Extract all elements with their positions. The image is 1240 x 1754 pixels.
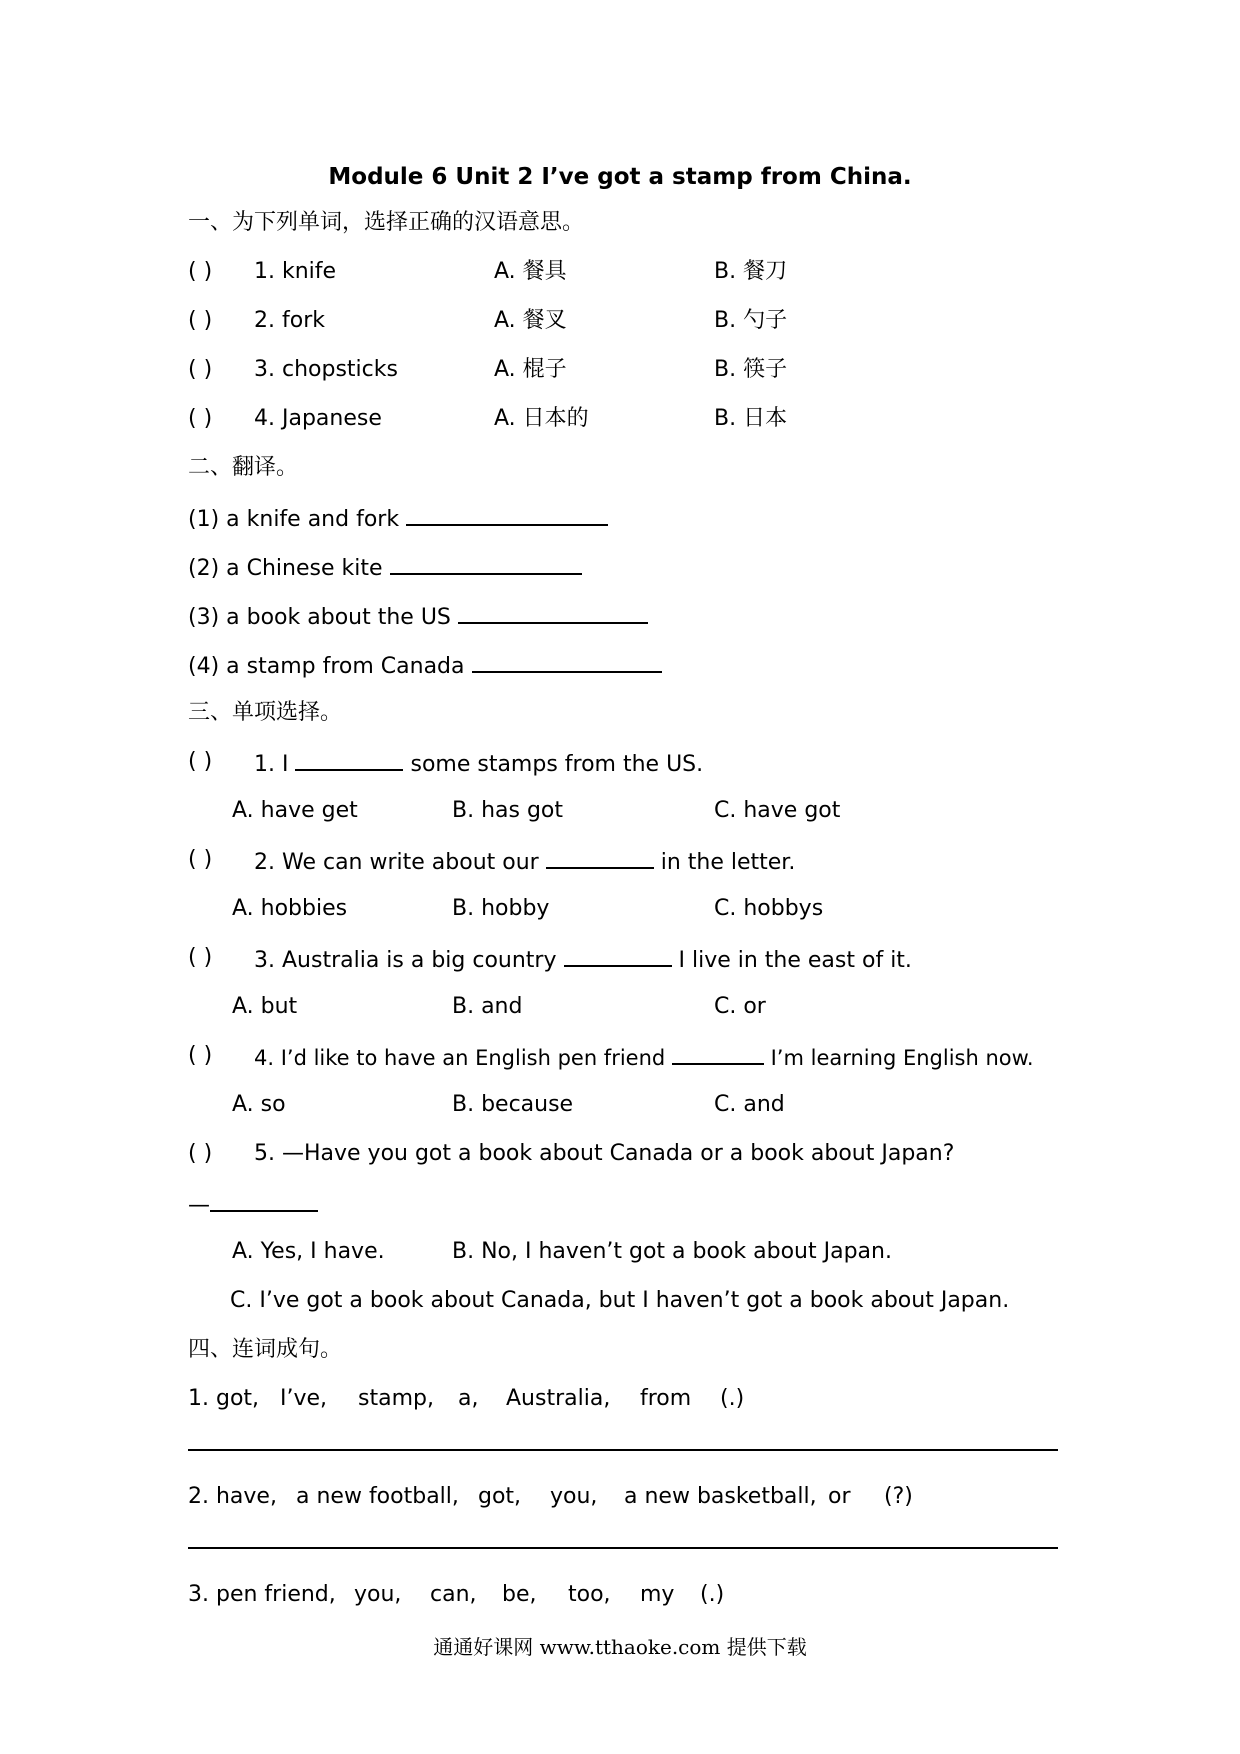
answer-paren[interactable]: ( ) bbox=[188, 406, 213, 431]
option-a: A. hobbies bbox=[232, 896, 348, 921]
word: or bbox=[828, 1484, 851, 1509]
page-footer: 通通好课网 www.tthaoke.com 提供下载 bbox=[433, 1635, 807, 1659]
answer-blank[interactable] bbox=[458, 600, 648, 624]
word: you, bbox=[550, 1484, 598, 1509]
reply-line bbox=[188, 1188, 318, 1221]
answer-blank[interactable] bbox=[546, 845, 654, 869]
answer-line[interactable] bbox=[188, 1547, 1058, 1549]
option-a: A. 餐具 bbox=[494, 259, 567, 284]
question-word: 2. fork bbox=[254, 308, 325, 333]
section-three-heading: 三、单项选择。 bbox=[188, 700, 343, 725]
translation-phrase: (2) a Chinese kite bbox=[188, 556, 383, 581]
choice-question bbox=[254, 943, 912, 976]
word: 2. have, bbox=[188, 1484, 277, 1509]
word: a new basketball, bbox=[624, 1484, 817, 1509]
section-four-heading: 四、连词成句。 bbox=[188, 1337, 343, 1362]
word: too, bbox=[568, 1582, 611, 1607]
option-c: C. and bbox=[714, 1092, 785, 1117]
section-one-heading: 一、为下列单词，选择正确的汉语意思。 bbox=[188, 210, 585, 235]
option-c: C. hobbys bbox=[714, 896, 824, 921]
word: Australia, bbox=[506, 1386, 611, 1411]
reply-dash: — bbox=[188, 1193, 210, 1218]
question-start: 2. We can write about our bbox=[254, 850, 539, 875]
question-end: I live in the east of it. bbox=[678, 948, 912, 973]
option-a: A. Yes, I have. bbox=[232, 1239, 385, 1264]
word: (?) bbox=[884, 1484, 913, 1509]
page-title: Module 6 Unit 2 I’ve got a stamp from China. bbox=[328, 164, 912, 190]
translation-phrase: (3) a book about the US bbox=[188, 605, 451, 630]
option-a: A. 日本的 bbox=[494, 406, 589, 431]
question-text: 5. —Have you got a book about Canada or a book about Japan? bbox=[254, 1141, 955, 1166]
answer-blank[interactable] bbox=[564, 943, 672, 967]
word: a new football, bbox=[296, 1484, 459, 1509]
option-b: B. 勺子 bbox=[714, 308, 788, 333]
question-word: 1. knife bbox=[254, 259, 337, 284]
answer-blank[interactable] bbox=[406, 502, 608, 526]
answer-paren[interactable]: ( ) bbox=[188, 1141, 213, 1166]
choice-question bbox=[254, 747, 703, 780]
answer-paren[interactable]: ( ) bbox=[188, 847, 213, 872]
option-c: C. have got bbox=[714, 798, 841, 823]
answer-blank[interactable] bbox=[472, 649, 662, 673]
word: 1. got, bbox=[188, 1386, 260, 1411]
word: be, bbox=[502, 1582, 537, 1607]
word: (.) bbox=[720, 1386, 745, 1411]
answer-paren[interactable]: ( ) bbox=[188, 308, 213, 333]
answer-paren[interactable]: ( ) bbox=[188, 749, 213, 774]
option-a: A. have get bbox=[232, 798, 358, 823]
word: got, bbox=[478, 1484, 522, 1509]
answer-paren[interactable]: ( ) bbox=[188, 1043, 213, 1068]
option-b: B. because bbox=[452, 1092, 574, 1117]
question-end: some stamps from the US. bbox=[410, 752, 704, 777]
question-start: 4. I’d like to have an English pen friend bbox=[254, 1046, 666, 1070]
translation-item bbox=[188, 600, 648, 633]
answer-paren[interactable]: ( ) bbox=[188, 945, 213, 970]
question-word: 3. chopsticks bbox=[254, 357, 398, 382]
word: (.) bbox=[700, 1582, 725, 1607]
question-end: in the letter. bbox=[660, 850, 796, 875]
answer-paren[interactable]: ( ) bbox=[188, 259, 213, 284]
word: stamp, bbox=[358, 1386, 434, 1411]
option-b: B. has got bbox=[452, 798, 564, 823]
option-b: B. 餐刀 bbox=[714, 259, 788, 284]
question-start: 1. I bbox=[254, 752, 289, 777]
answer-line[interactable] bbox=[188, 1449, 1058, 1451]
choice-question bbox=[254, 845, 795, 878]
word: from bbox=[640, 1386, 692, 1411]
option-b: B. No, I haven’t got a book about Japan. bbox=[452, 1239, 892, 1264]
answer-blank[interactable] bbox=[295, 747, 403, 771]
choice-question bbox=[254, 1041, 1034, 1073]
option-a: A. 棍子 bbox=[494, 357, 567, 382]
word: you, bbox=[354, 1582, 402, 1607]
answer-blank[interactable] bbox=[672, 1041, 764, 1065]
option-c: C. I’ve got a book about Canada, but I haven’t got a book about Japan. bbox=[230, 1288, 1010, 1313]
option-a: A. but bbox=[232, 994, 298, 1019]
option-b: B. and bbox=[452, 994, 523, 1019]
question-start: 3. Australia is a big country bbox=[254, 948, 557, 973]
word: 3. pen friend, bbox=[188, 1582, 336, 1607]
translation-item bbox=[188, 551, 582, 584]
translation-phrase: (1) a knife and fork bbox=[188, 507, 400, 532]
option-c: C. or bbox=[714, 994, 766, 1019]
option-b: B. 日本 bbox=[714, 406, 788, 431]
answer-paren[interactable]: ( ) bbox=[188, 357, 213, 382]
option-a: A. 餐叉 bbox=[494, 308, 567, 333]
section-two-heading: 二、翻译。 bbox=[188, 455, 299, 480]
option-a: A. so bbox=[232, 1092, 286, 1117]
option-b: B. hobby bbox=[452, 896, 550, 921]
word: a, bbox=[458, 1386, 479, 1411]
word: I’ve, bbox=[280, 1386, 328, 1411]
translation-item bbox=[188, 502, 608, 535]
option-b: B. 筷子 bbox=[714, 357, 788, 382]
answer-blank[interactable] bbox=[210, 1188, 318, 1212]
translation-item bbox=[188, 649, 662, 682]
word: can, bbox=[430, 1582, 477, 1607]
word: my bbox=[640, 1582, 675, 1607]
question-end: I’m learning English now. bbox=[770, 1046, 1034, 1070]
question-word: 4. Japanese bbox=[254, 406, 382, 431]
translation-phrase: (4) a stamp from Canada bbox=[188, 654, 465, 679]
answer-blank[interactable] bbox=[390, 551, 582, 575]
